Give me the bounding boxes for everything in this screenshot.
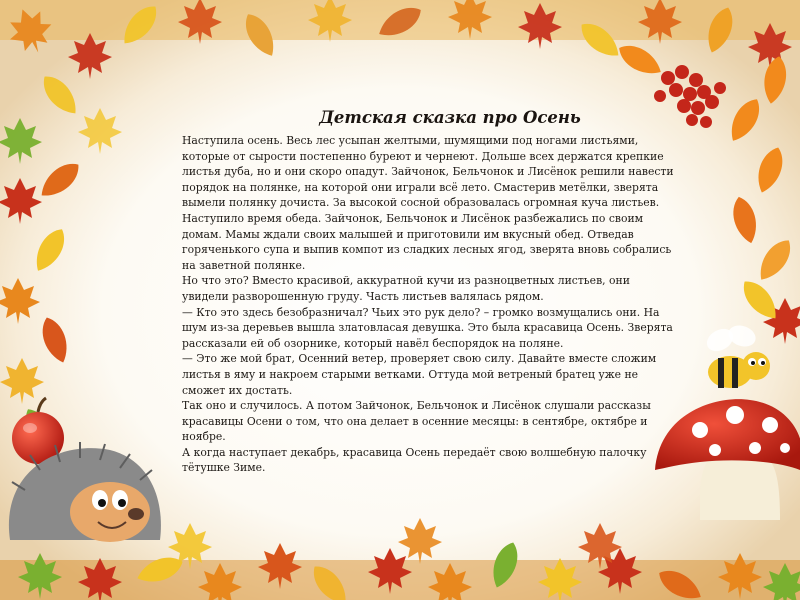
story-paragraph-5: — Это же мой брат, Осенний ветер, проверяет свою силу. Давайте вместе сложим листья в яму и накроем старыми ветками. Оттуда мой ветреный братец уже не сможет их достать. [182, 352, 657, 397]
story-paragraph-1: Наступила осень. Весь лес усыпан желтыми, шумящими под ногами листьями, которые от сырости постепенно буреют и чернеют. Дольше всех держатся крепкие листья дуба, но и они скоро опадут. Зайчонок, Бельчонок и Лисёнок решили навести порядок на полянке, на которой они играли всё лето. Смастерив метёлки, зверята вымели полянку дочиста. За высокой сосной образовалась огромная куча листьев. [182, 134, 674, 210]
story-title: Детская сказка про Осень [319, 108, 581, 127]
story-paragraph-4: — Кто это здесь безобразничал? Чьих это рук дело? – громко возмущались они. На шум из-за деревьев вышла златовласая девушка. Это была красавица Осень. Зверята рассказали ей об озорнике, который навёл беспорядок на поляне. [182, 305, 673, 350]
story-paragraph-7: А когда наступает декабрь, красавица Осень передаёт свою волшебную палочку тётушке Зиме. [182, 445, 647, 475]
story-content [182, 108, 678, 476]
story-paragraph-6: Так оно и случилось. А потом Зайчонок, Бельчонок и Лисёнок слушали рассказы красавицы Осени о том, что она делает в осенние месяцы: в сентябре, октябре и ноябре. [182, 399, 651, 444]
story-paragraph-3: Но что это? Вместо красивой, аккуратной кучи из разноцветных листьев, они увидели разворошенную груду. Часть листьев валялась рядом. [182, 274, 630, 303]
story-paragraph-2: Наступило время обеда. Зайчонок, Бельчонок и Лисёнок разбежались по своим домам. Мамы ждали своих малышей и приготовили им вкусный обед. Отведав горяченького супа и выпив компот из сладких лесных ягод, зверята вновь собрались на заветной полянке. [182, 211, 672, 272]
